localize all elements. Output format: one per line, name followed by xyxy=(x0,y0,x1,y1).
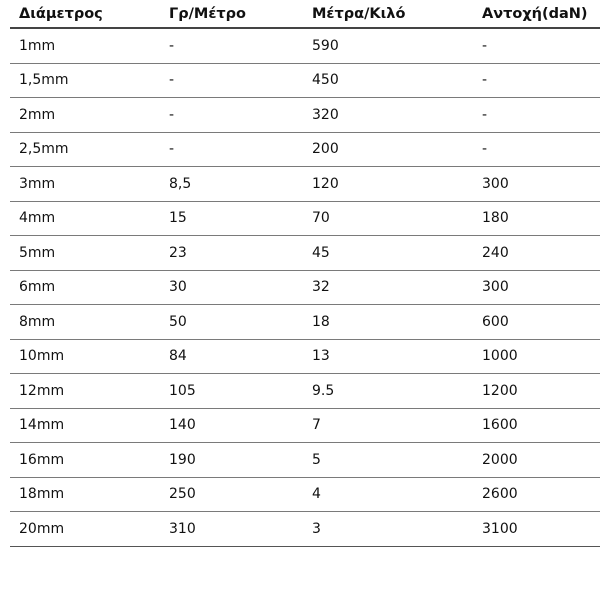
cell-meters-per-kilo: 320 xyxy=(303,98,473,133)
cell-diameter: 1mm xyxy=(10,28,160,63)
cell-grams-per-meter: - xyxy=(160,98,303,133)
table-row xyxy=(10,408,600,443)
cell-diameter: 2,5mm xyxy=(10,132,160,167)
table-row xyxy=(10,305,600,340)
cell-meters-per-kilo: 18 xyxy=(303,305,473,340)
cell-meters-per-kilo: 200 xyxy=(303,132,473,167)
cell-diameter: 10mm xyxy=(10,339,160,374)
cell-diameter: 8mm xyxy=(10,305,160,340)
cell-meters-per-kilo: 70 xyxy=(303,201,473,236)
cell-strength: 2000 xyxy=(473,443,600,478)
table-body xyxy=(10,28,600,546)
table-row xyxy=(10,28,600,63)
table-row xyxy=(10,201,600,236)
cell-meters-per-kilo: 3 xyxy=(303,512,473,547)
cell-strength: - xyxy=(473,98,600,133)
table-row xyxy=(10,374,600,409)
cell-diameter: 16mm xyxy=(10,443,160,478)
cell-diameter: 12mm xyxy=(10,374,160,409)
table-row xyxy=(10,236,600,271)
table-row xyxy=(10,98,600,133)
cell-grams-per-meter: 8,5 xyxy=(160,167,303,202)
cell-strength: 1200 xyxy=(473,374,600,409)
table-row xyxy=(10,270,600,305)
cell-strength: - xyxy=(473,63,600,98)
header-meters-per-kilo: Μέτρα/Κιλό xyxy=(303,0,473,28)
cell-strength: 240 xyxy=(473,236,600,271)
header-diameter: Διάμετρος xyxy=(10,0,160,28)
header-grams-per-meter: Γρ/Μέτρο xyxy=(160,0,303,28)
cell-diameter: 20mm xyxy=(10,512,160,547)
cell-grams-per-meter: 23 xyxy=(160,236,303,271)
cell-strength: 1000 xyxy=(473,339,600,374)
cell-grams-per-meter: 84 xyxy=(160,339,303,374)
cell-meters-per-kilo: 32 xyxy=(303,270,473,305)
cell-meters-per-kilo: 7 xyxy=(303,408,473,443)
table-header xyxy=(10,0,600,28)
cell-strength: 300 xyxy=(473,167,600,202)
table-row xyxy=(10,512,600,547)
cell-meters-per-kilo: 13 xyxy=(303,339,473,374)
cell-diameter: 4mm xyxy=(10,201,160,236)
header-row xyxy=(10,0,600,28)
table-row xyxy=(10,339,600,374)
cell-strength: 2600 xyxy=(473,477,600,512)
cell-meters-per-kilo: 120 xyxy=(303,167,473,202)
table-row xyxy=(10,132,600,167)
cell-strength: 300 xyxy=(473,270,600,305)
cell-strength: 1600 xyxy=(473,408,600,443)
cell-meters-per-kilo: 5 xyxy=(303,443,473,478)
cell-grams-per-meter: 250 xyxy=(160,477,303,512)
cell-grams-per-meter: - xyxy=(160,63,303,98)
cell-strength: - xyxy=(473,132,600,167)
cell-meters-per-kilo: 450 xyxy=(303,63,473,98)
cell-grams-per-meter: 190 xyxy=(160,443,303,478)
cell-grams-per-meter: 140 xyxy=(160,408,303,443)
cell-grams-per-meter: 15 xyxy=(160,201,303,236)
cell-strength: 600 xyxy=(473,305,600,340)
cell-grams-per-meter: 30 xyxy=(160,270,303,305)
cell-strength: - xyxy=(473,28,600,63)
header-strength: Αντοχή(daN) xyxy=(473,0,600,28)
spec-table xyxy=(10,0,600,547)
cell-meters-per-kilo: 9.5 xyxy=(303,374,473,409)
cell-strength: 3100 xyxy=(473,512,600,547)
cell-diameter: 2mm xyxy=(10,98,160,133)
table-row xyxy=(10,63,600,98)
cell-meters-per-kilo: 45 xyxy=(303,236,473,271)
cell-grams-per-meter: 310 xyxy=(160,512,303,547)
table-row xyxy=(10,167,600,202)
cell-grams-per-meter: - xyxy=(160,28,303,63)
cell-grams-per-meter: - xyxy=(160,132,303,167)
cell-diameter: 5mm xyxy=(10,236,160,271)
cell-grams-per-meter: 105 xyxy=(160,374,303,409)
cell-diameter: 14mm xyxy=(10,408,160,443)
cell-diameter: 3mm xyxy=(10,167,160,202)
cell-grams-per-meter: 50 xyxy=(160,305,303,340)
cell-diameter: 6mm xyxy=(10,270,160,305)
cell-strength: 180 xyxy=(473,201,600,236)
cell-meters-per-kilo: 590 xyxy=(303,28,473,63)
table-row xyxy=(10,443,600,478)
cell-meters-per-kilo: 4 xyxy=(303,477,473,512)
cell-diameter: 1,5mm xyxy=(10,63,160,98)
cell-diameter: 18mm xyxy=(10,477,160,512)
table-row xyxy=(10,477,600,512)
